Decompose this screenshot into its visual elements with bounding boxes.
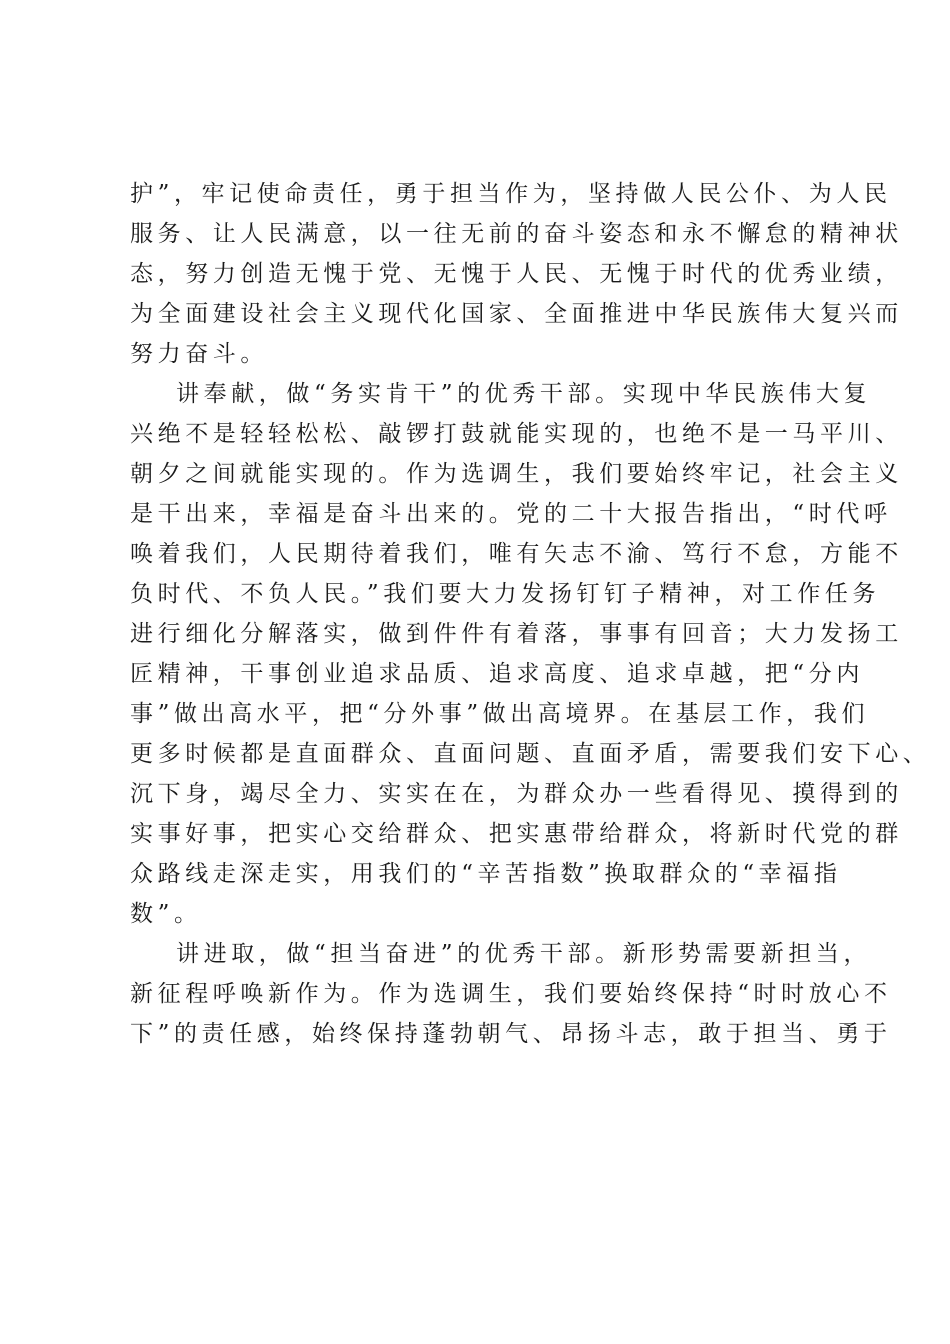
text-line: 唤着我们，人民期待着我们，唯有矢志不渝、笃行不怠，方能不	[130, 541, 903, 567]
text-line: 数”。	[130, 901, 202, 927]
text-line: 护”，牢记使命责任，勇于担当作为，坚持做人民公仆、为人民	[130, 181, 892, 207]
text-line: 实事好事，把实心交给群众、把实惠带给群众，将新时代党的群	[130, 821, 903, 847]
text-line: 朝夕之间就能实现的。作为选调生，我们要始终牢记，社会主义	[130, 461, 903, 487]
text-line: 事”做出高水平，把“分外事”做出高境界。在基层工作，我们	[130, 701, 870, 727]
text-line: 服务、让人民满意，以一往无前的奋斗姿态和永不懈怠的精神状	[130, 221, 903, 247]
text-line: 态，努力创造无愧于党、无愧于人民、无愧于时代的优秀业绩，	[130, 261, 903, 287]
body-text	[130, 174, 931, 1054]
text-line: 兴绝不是轻轻松松、敲锣打鼓就能实现的，也绝不是一马平川、	[130, 421, 903, 447]
text-line: 新征程呼唤新作为。作为选调生，我们要始终保持“时时放心不	[130, 981, 892, 1007]
text-line: 讲奉献，做“务实肯干”的优秀干部。实现中华民族伟大复	[176, 381, 872, 407]
text-line: 负时代、不负人民。”我们要大力发扬钉钉子精神，对工作任务	[130, 581, 881, 607]
text-line: 沉下身，竭尽全力、实实在在，为群众办一些看得见、摸得到的	[130, 781, 903, 807]
text-line: 匠精神，干事创业追求品质、追求高度、追求卓越，把“分内	[130, 661, 864, 687]
text-line: 进行细化分解落实，做到件件有着落，事事有回音；大力发扬工	[130, 621, 903, 647]
text-line: 为全面建设社会主义现代化国家、全面推进中华民族伟大复兴而	[130, 301, 903, 327]
text-line: 讲进取，做“担当奋进”的优秀干部。新形势需要新担当，	[176, 941, 872, 967]
text-line: 努力奋斗。	[130, 341, 268, 367]
text-line: 下”的责任感，始终保持蓬勃朝气、昂扬斗志，敢于担当、勇于	[130, 1021, 892, 1047]
text-line: 是干出来，幸福是奋斗出来的。党的二十大报告指出，“时代呼	[130, 501, 892, 527]
text-line: 更多时候都是直面群众、直面问题、直面矛盾，需要我们安下心、	[130, 741, 931, 767]
text-line: 众路线走深走实，用我们的“辛苦指数”换取群众的“幸福指	[130, 861, 842, 887]
